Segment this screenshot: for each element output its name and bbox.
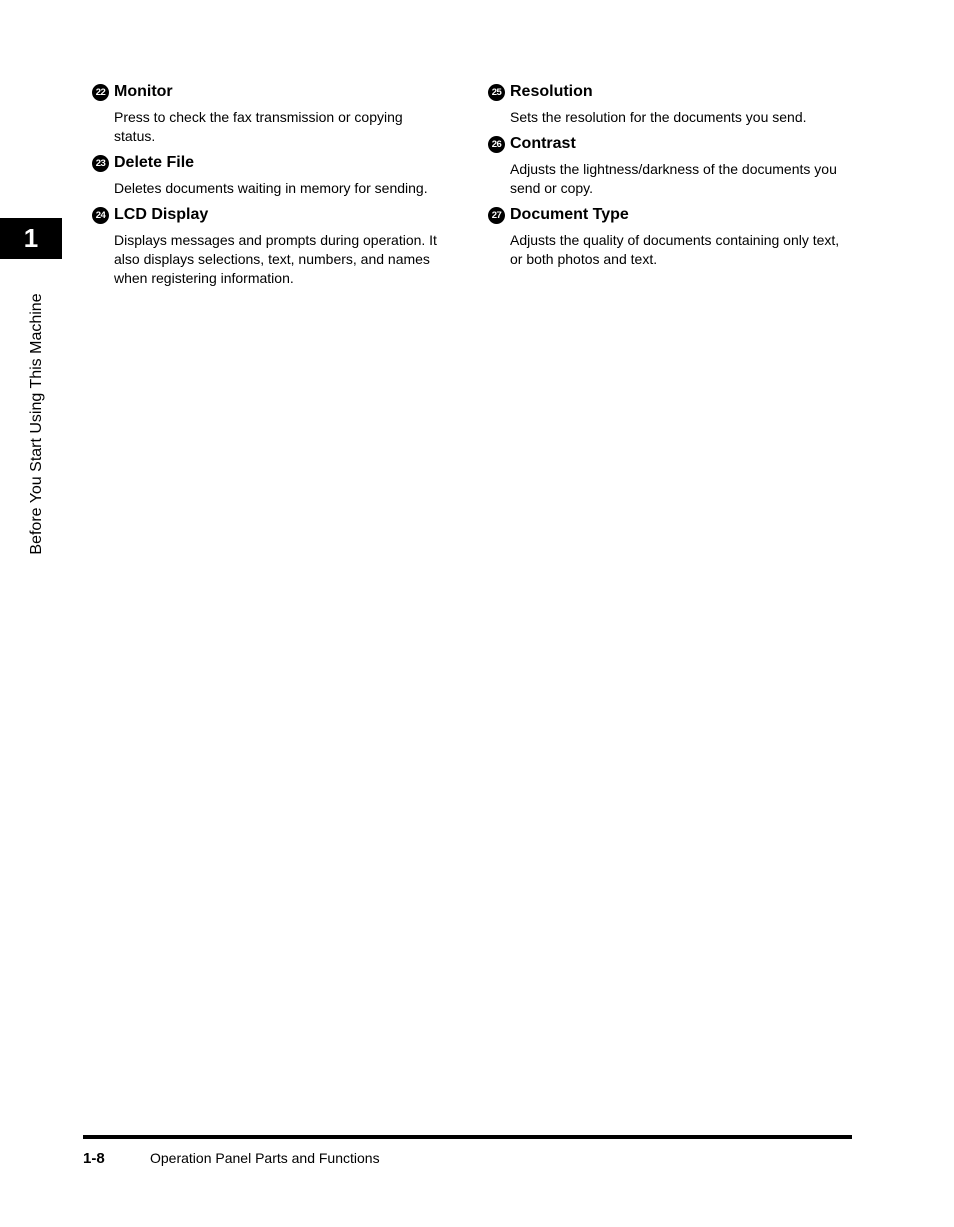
entry-description: Deletes documents waiting in memory for sending. (114, 180, 428, 196)
entry-description: Sets the resolution for the documents you send. (510, 109, 807, 125)
entry-description: Press to check the fax transmission or copying status. (114, 109, 403, 144)
entry-number-badge: 22 (92, 84, 109, 101)
entry-title: Document Type (510, 206, 629, 223)
entry-lcd-display (92, 205, 442, 288)
entry-description: Adjusts the quality of documents containing only text, or both photos and text. (510, 232, 840, 267)
entry-number-badge: 23 (92, 155, 109, 172)
entry-description: Adjusts the lightness/darkness of the documents you send or copy. (510, 161, 837, 196)
page-number: 1-8 (83, 1150, 105, 1167)
left-column (92, 82, 442, 295)
entry-number-badge: 25 (488, 84, 505, 101)
entry-document-type (488, 205, 848, 269)
entry-delete-file (92, 153, 442, 198)
entry-heading (488, 134, 848, 154)
entry-contrast (488, 134, 848, 198)
right-column (488, 82, 848, 276)
entry-heading (488, 82, 848, 102)
chapter-number-tab: 1 (0, 218, 62, 259)
entry-heading (92, 82, 442, 102)
entry-heading (92, 153, 442, 173)
footer-divider (83, 1135, 852, 1139)
entry-title: LCD Display (114, 206, 209, 223)
entry-heading (92, 205, 442, 225)
entry-title: Contrast (510, 135, 576, 152)
entry-heading (488, 205, 848, 225)
chapter-title-vertical: Before You Start Using This Machine (28, 293, 45, 555)
entry-description: Displays messages and prompts during operation. It also displays selections, text, numbers, and names when registering information. (114, 232, 437, 286)
entry-title: Delete File (114, 154, 195, 171)
entry-title: Monitor (114, 83, 173, 100)
entry-title: Resolution (510, 83, 593, 100)
entry-resolution (488, 82, 848, 127)
entry-number-badge: 24 (92, 207, 109, 224)
entry-number-badge: 27 (488, 207, 505, 224)
footer-section-title: Operation Panel Parts and Functions (150, 1150, 380, 1166)
entry-number-badge: 26 (488, 136, 505, 153)
entry-monitor (92, 82, 442, 146)
